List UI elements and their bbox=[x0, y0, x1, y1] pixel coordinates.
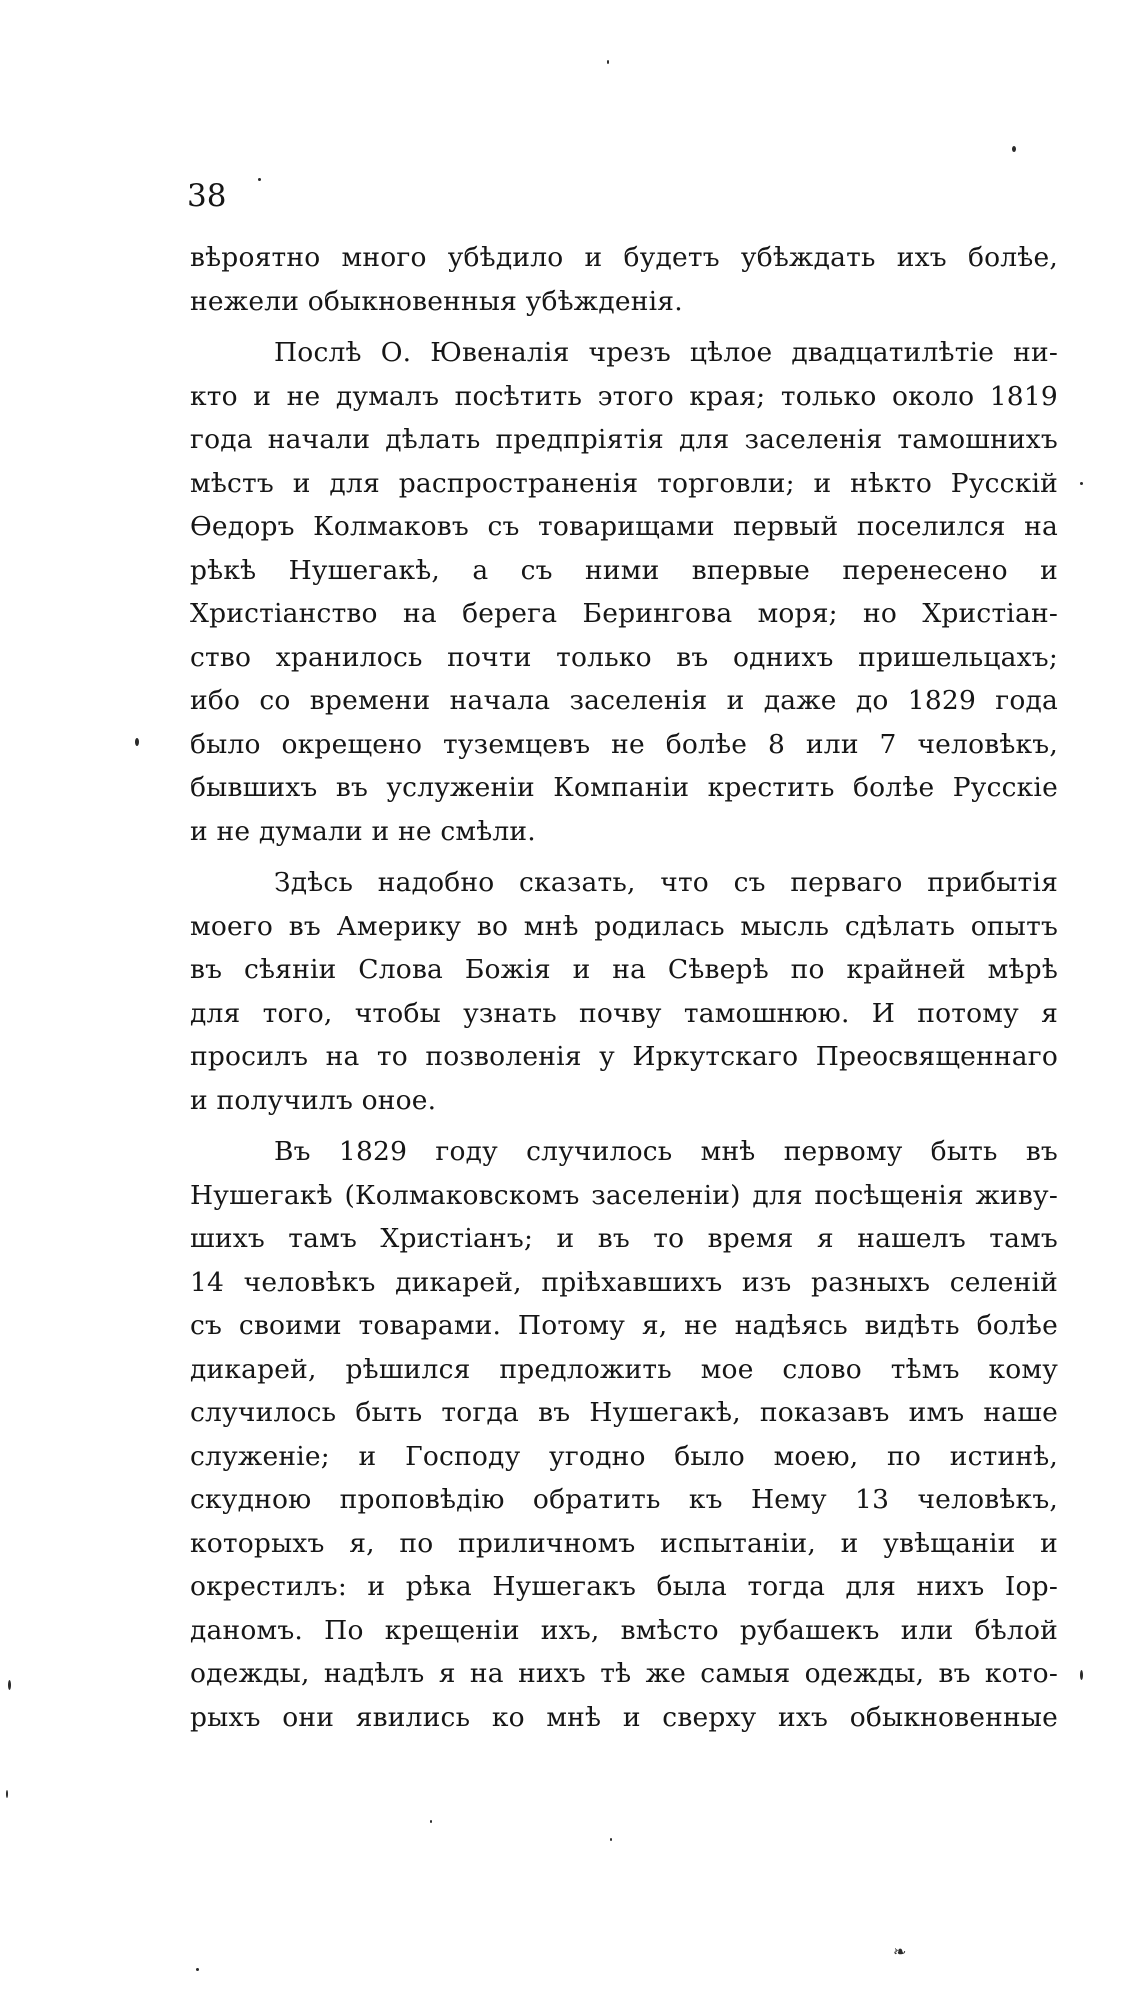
scan-speck bbox=[8, 1680, 11, 1690]
text-line: и получилъ оное. bbox=[190, 1084, 437, 1116]
text-line: для того, чтобы узнать почву тамошнюю. И потому я bbox=[190, 997, 1058, 1029]
text-line: которыхъ я, по приличномъ испытаніи, и увѣщаніи и bbox=[190, 1527, 1058, 1559]
text-line: бывшихъ въ услуженіи Компаніи крестить болѣе Русскіе bbox=[190, 772, 1058, 803]
text-line: вѣроятно много убѣдило и будетъ убѣждать ихъ болѣе, bbox=[190, 242, 1058, 273]
scan-speck bbox=[607, 60, 609, 64]
text-line: случилось быть тогда въ Нушегакѣ, показавъ имъ наше bbox=[190, 1397, 1058, 1428]
text-line: Здѣсь надобно сказать, что съ перваго прибытія bbox=[274, 867, 1058, 898]
paragraph-3 bbox=[190, 861, 1058, 1122]
page-number: 38 bbox=[187, 178, 227, 214]
scan-speck bbox=[196, 1968, 199, 1971]
text-line: Христіанство на берега Берингова моря; но Христіан- bbox=[190, 598, 1058, 629]
text-line: скудною проповѣдію обратить къ Нему 13 человѣкъ, bbox=[190, 1484, 1058, 1515]
text-line: нежели обыкновенныя убѣжденія. bbox=[190, 285, 683, 317]
text-line: окрестилъ: и рѣка Нушегакъ была тогда для нихъ Іор- bbox=[190, 1571, 1058, 1602]
scan-speck bbox=[258, 178, 261, 181]
text-line: и не думали и не смѣли. bbox=[190, 815, 536, 847]
text-line: даномъ. По крещеніи ихъ, вмѣсто рубашекъ или бѣлой bbox=[190, 1614, 1058, 1646]
text-line: ство хранилось почти только въ однихъ пришельцахъ; bbox=[190, 641, 1058, 673]
scan-speck bbox=[6, 1790, 8, 1798]
text-line: съ своими товарами. Потому я, не надѣясь видѣть болѣе bbox=[190, 1310, 1058, 1341]
text-line: моего въ Америку во мнѣ родилась мысль сдѣлать опытъ bbox=[190, 910, 1058, 942]
paragraph-2 bbox=[190, 331, 1058, 853]
scan-speck bbox=[610, 1838, 612, 1841]
text-line: 14 человѣкъ дикарей, пріѣхавшихъ изъ разныхъ селеній bbox=[190, 1266, 1058, 1298]
text-line: одежды, надѣлъ я на нихъ тѣ же самыя одежды, въ кото- bbox=[190, 1658, 1058, 1689]
text-line: въ сѣяніи Слова Божія и на Сѣверѣ по крайней мѣрѣ bbox=[190, 954, 1058, 985]
scan-speck bbox=[430, 1820, 432, 1823]
body-text bbox=[190, 236, 1058, 1747]
text-line: ибо со времени начала заселенія и даже до 1829 года bbox=[190, 685, 1058, 716]
text-line: было окрещено туземцевъ не болѣе 8 или 7 человѣкъ, bbox=[190, 728, 1058, 760]
text-line: мѣстъ и для распространенія торговли; и нѣкто Русскій bbox=[190, 467, 1058, 499]
text-line: Нушегакѣ (Колмаковскомъ заселеніи) для посѣщенія живу- bbox=[190, 1179, 1058, 1211]
text-line: Въ 1829 году случилось мнѣ первому быть въ bbox=[274, 1136, 1058, 1167]
paragraph-4 bbox=[190, 1130, 1058, 1739]
text-line: просилъ на то позволенія у Иркутскаго Преосвященнаго bbox=[190, 1041, 1058, 1072]
ornament-mark: ❧ bbox=[893, 1942, 907, 1961]
scan-speck bbox=[1012, 146, 1016, 152]
text-line: года начали дѣлать предпріятія для заселенія тамошнихъ bbox=[190, 424, 1058, 455]
text-line: дикарей, рѣшился предложить мое слово тѣмъ кому bbox=[190, 1353, 1058, 1385]
text-line: Ѳедоръ Колмаковъ съ товарищами первый поселился на bbox=[190, 511, 1058, 542]
scan-speck bbox=[135, 738, 139, 746]
text-line: Послѣ О. Ювеналія чрезъ цѣлое двадцатилѣтіе ни- bbox=[274, 337, 1058, 368]
scan-speck bbox=[1080, 1670, 1083, 1680]
scan-speck bbox=[1080, 482, 1083, 485]
text-line: служеніе; и Господу угодно было моею, по истинѣ, bbox=[190, 1440, 1058, 1472]
text-line: кто и не думалъ посѣтить этого края; только около 1819 bbox=[190, 380, 1058, 412]
text-line: рѣкѣ Нушегакѣ, а съ ними впервые перенесено и bbox=[190, 554, 1058, 586]
text-line: шихъ тамъ Христіанъ; и въ то время я нашелъ тамъ bbox=[190, 1223, 1058, 1254]
text-line: рыхъ они явились ко мнѣ и сверху ихъ обыкновенные bbox=[190, 1701, 1058, 1733]
paragraph-1 bbox=[190, 236, 1058, 323]
